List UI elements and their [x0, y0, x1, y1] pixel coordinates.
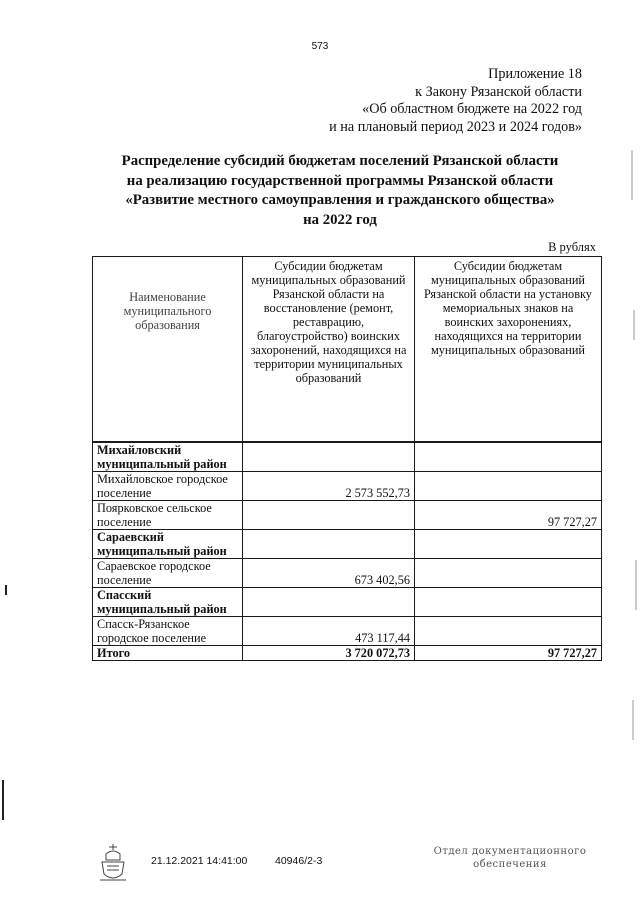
municipality-name-cell: Поярковское сельское поселение [93, 501, 243, 530]
page-number: 573 [311, 41, 329, 52]
total-label-cell: Итого [93, 646, 243, 661]
memorial-amount-cell: 97 727,27 [415, 501, 602, 530]
column-header-name: Наименование муниципального образования [93, 257, 243, 443]
title-line: на 2022 год [303, 211, 377, 228]
municipality-name-cell: Михайловское городское поселение [93, 472, 243, 501]
municipality-name-cell: Спасск-Рязанское городское поселение [93, 617, 243, 646]
title-line: «Развитие местного самоуправления и гражданского общества» [125, 192, 555, 208]
column-header-restoration: Субсидии бюджетам муниципальных образований Рязанской области на восстановление (ремонт, реставрацию, благоустройство) воинских захоронений, находящихся на территории муниципальных образований [243, 257, 415, 443]
title-line: на реализацию государственной программы Рязанской области [126, 172, 554, 189]
total-memorial-cell: 97 727,27 [415, 646, 602, 661]
appendix-line: «Об областном бюджете на 2022 год [362, 101, 582, 118]
municipality-name-cell: Михайловский муниципальный район [93, 442, 243, 472]
restoration-amount-cell: 2 573 552,73 [243, 472, 415, 501]
municipality-name-cell: Спасский муниципальный район [93, 588, 243, 617]
footer-datetime: 21.12.2021 14:41:00 [151, 855, 248, 867]
restoration-amount-cell: 673 402,56 [243, 559, 415, 588]
appendix-line: Приложение 18 [488, 66, 582, 82]
appendix-line: к Закону Рязанской области [415, 83, 582, 100]
stamp-line: обеспечения [473, 859, 547, 870]
stamp-line: Отдел документационного [433, 846, 587, 857]
restoration-amount-cell: 473 117,44 [243, 617, 415, 646]
total-restoration-cell: 3 720 072,73 [243, 646, 415, 661]
municipality-name-cell: Сараевский муниципальный район [93, 530, 243, 559]
column-header-memorial-signs: Субсидии бюджетам муниципальных образований Рязанской области на установку мемориальных знаков на воинских захоронениях, находящихся на территории муниципальных образований [415, 257, 602, 443]
footer-doc-number: 40946/2-3 [275, 855, 323, 867]
municipality-name-cell: Сараевское городское поселение [93, 559, 243, 588]
title-line: Распределение субсидий бюджетам поселений Рязанской области [121, 153, 559, 169]
units-label: В рублях [548, 240, 596, 254]
appendix-line: и на плановый период 2023 и 2024 годов» [329, 118, 582, 135]
